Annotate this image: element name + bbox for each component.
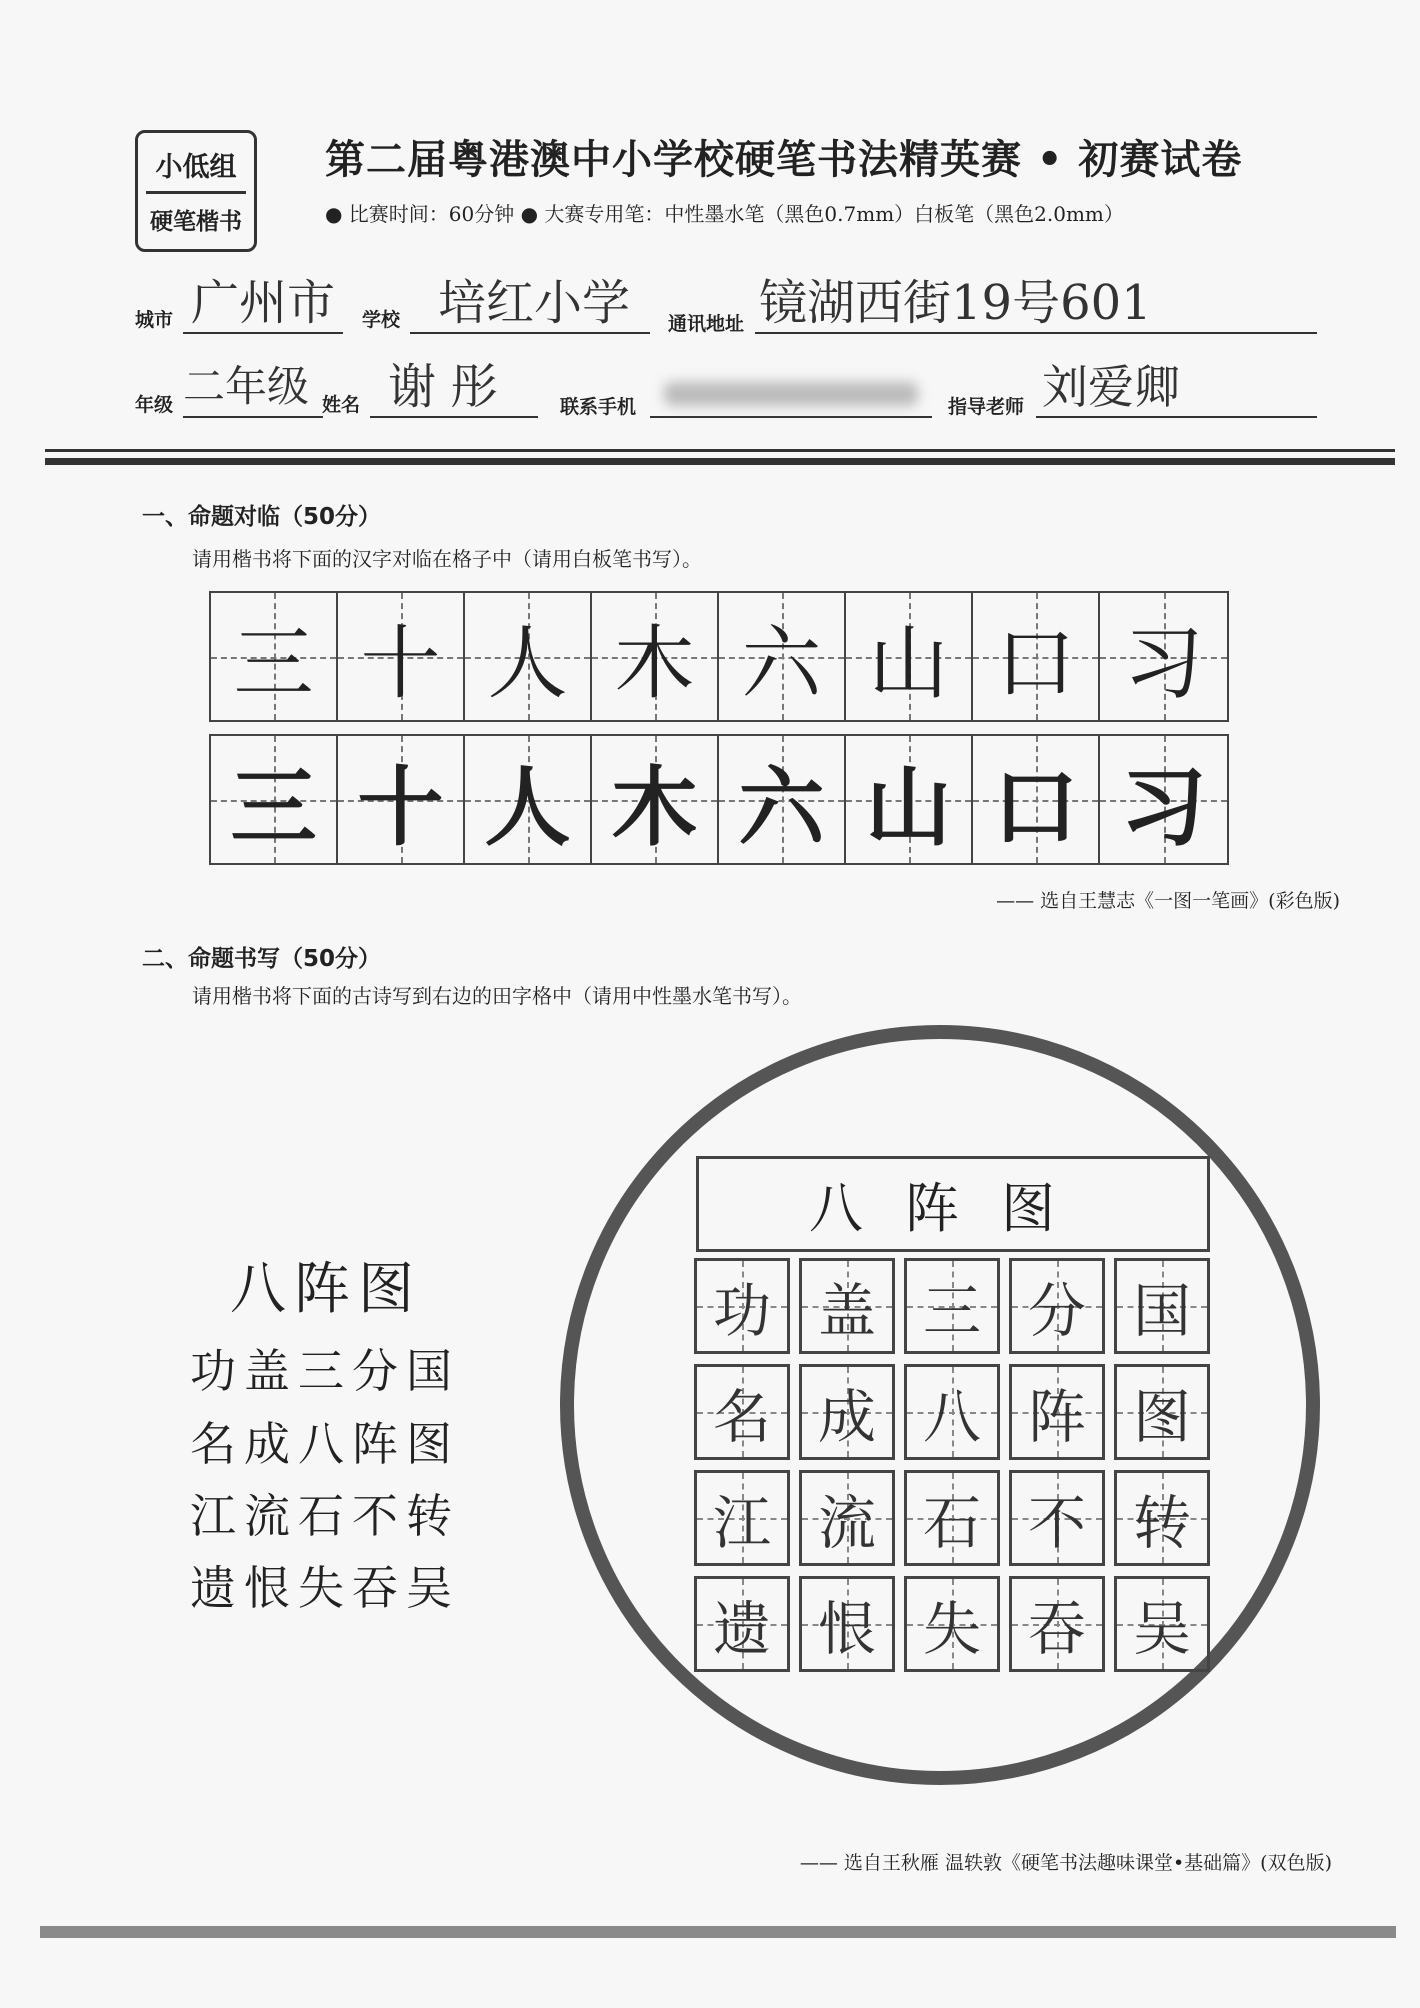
answer-char: 国 [1132,1277,1191,1345]
category-badge [135,130,257,252]
grid-cell[interactable] [799,1258,895,1354]
address-label: 通讯地址 [668,313,745,335]
answer-char: 三 [922,1277,981,1345]
grid-cell[interactable] [1009,1470,1105,1566]
grid-cell[interactable] [904,1470,1000,1566]
section2-heading: 二、命题书写（50分） [142,946,382,972]
teacher-field[interactable] [1036,362,1317,418]
footer-bar [40,1926,1396,1938]
answer-char: 江 [712,1489,771,1557]
model-char: 习 [1120,757,1207,858]
answer-char: 不 [1027,1489,1086,1557]
phone-label: 联系手机 [560,396,637,418]
city-label: 城市 [135,309,174,331]
answer-char: 石 [922,1489,981,1557]
answer-char: 遗 [712,1595,771,1663]
address-field[interactable] [755,275,1317,334]
answer-char: 盖 [817,1277,876,1345]
model-char: 人 [484,757,571,858]
phone-field[interactable] [650,362,932,418]
written-char: 三 [233,617,314,710]
city-value: 广州市 [191,275,336,331]
grid-cell[interactable] [592,593,719,720]
answer-title-box: 八阵图 [696,1156,1210,1252]
name-field[interactable] [370,359,538,418]
answer-char: 失 [922,1595,981,1663]
model-char: 木 [611,757,698,858]
grade-value: 二年级 [183,362,310,411]
poem-line: 功盖三分国 [190,1344,460,1398]
grid-cell[interactable] [694,1470,790,1566]
section1-heading: 一、命题对临（50分） [142,504,382,530]
badge-divider [146,191,246,194]
grid-cell[interactable] [973,593,1100,720]
answer-char: 成 [817,1383,876,1451]
model-char: 十 [357,757,444,858]
grid-cell[interactable] [694,1258,790,1354]
page-title: 第二届粤港澳中小学校硬笔书法精英赛 • 初赛试卷 [325,137,1243,183]
school-value: 培红小学 [438,275,631,331]
model-char: 三 [230,757,317,858]
grid-cell [846,736,973,863]
school-field[interactable] [410,275,650,334]
section2-instruction: 请用楷书将下面的古诗写到右边的田字格中（请用中性墨水笔书写）。 [192,984,802,1008]
answer-char: 恨 [817,1595,876,1663]
grid-cell[interactable] [694,1576,790,1672]
grid-cell[interactable] [694,1364,790,1460]
grid-cell [1100,736,1227,863]
grid-cell[interactable] [719,593,846,720]
written-char: 习 [1123,617,1204,710]
model-char: 山 [865,757,952,858]
grid-cell [211,736,338,863]
grid-cell[interactable] [338,593,465,720]
grade-field[interactable] [183,362,323,418]
grid-cell[interactable] [799,1364,895,1460]
grid-cell[interactable] [1114,1470,1210,1566]
grid-cell[interactable] [1114,1576,1210,1672]
grid-cell [592,736,719,863]
school-label: 学校 [362,309,401,331]
address-value: 镜湖西街19号601 [759,275,1152,331]
answer-char: 名 [712,1383,771,1451]
answer-char: 八 [922,1383,981,1451]
answer-char: 吞 [1027,1595,1086,1663]
phone-redacted [664,382,918,406]
poem-line: 江流石不转 [190,1489,460,1543]
grid-cell [465,736,592,863]
copy-grid-model [209,734,1229,865]
grid-cell[interactable] [465,593,592,720]
grid-cell[interactable] [1009,1364,1105,1460]
exam-info: ● 比赛时间：60分钟 ● 大赛专用笔：中性墨水笔（黑色0.7mm）白板笔（黑色2.0mm） [325,202,1124,226]
grid-cell[interactable] [799,1470,895,1566]
badge-style-label: 硬笔楷书 [150,208,242,235]
poem-title: 八阵图 [230,1257,422,1322]
grid-cell[interactable] [1114,1364,1210,1460]
answer-char: 吴 [1132,1595,1191,1663]
answer-char: 功 [712,1277,771,1345]
answer-char: 图 [1132,1383,1191,1451]
grid-cell[interactable] [799,1576,895,1672]
grid-cell[interactable] [211,593,338,720]
answer-char: 分 [1027,1277,1086,1345]
grid-cell[interactable] [1114,1258,1210,1354]
written-char: 六 [741,617,822,710]
grid-cell[interactable] [904,1364,1000,1460]
answer-char: 阵 [1027,1383,1086,1451]
grade-label: 年级 [135,394,174,416]
teacher-value: 刘爱卿 [1042,360,1180,414]
poem-line: 遗恨失吞吴 [190,1561,460,1615]
grid-cell [719,736,846,863]
grid-cell[interactable] [1100,593,1227,720]
name-value: 谢彤 [388,359,513,415]
grid-cell [338,736,465,863]
written-char: 人 [487,617,568,710]
written-char: 山 [868,617,949,710]
teacher-label: 指导老师 [948,396,1025,418]
badge-group-label: 小低组 [155,152,237,183]
answer-char: 转 [1132,1489,1191,1557]
grid-cell[interactable] [1009,1576,1105,1672]
divider-line-thick [45,458,1395,465]
grid-cell[interactable] [904,1576,1000,1672]
answer-char: 流 [817,1489,876,1557]
section2-credit: —— 选自王秋雁 温轶敦《硬笔书法趣味课堂•基础篇》(双色版) [799,1852,1332,1874]
written-char: 十 [360,617,441,710]
section1-credit: —— 选自王慧志《一图一笔画》(彩色版) [996,890,1340,912]
model-char: 口 [992,757,1079,858]
grid-cell[interactable] [846,593,973,720]
section1-instruction: 请用楷书将下面的汉字对临在格子中（请用白板笔书写）。 [192,547,702,571]
answer-grid[interactable] [694,1258,1214,1672]
copy-grid-written[interactable] [209,591,1229,722]
name-label: 姓名 [322,394,361,416]
divider-line [45,449,1395,452]
grid-cell[interactable] [1009,1258,1105,1354]
city-field[interactable] [183,275,343,334]
model-char: 六 [738,757,825,858]
grid-cell[interactable] [904,1258,1000,1354]
written-char: 口 [995,617,1076,710]
written-char: 木 [614,617,695,710]
poem-line: 名成八阵图 [190,1417,460,1471]
grid-cell [973,736,1100,863]
